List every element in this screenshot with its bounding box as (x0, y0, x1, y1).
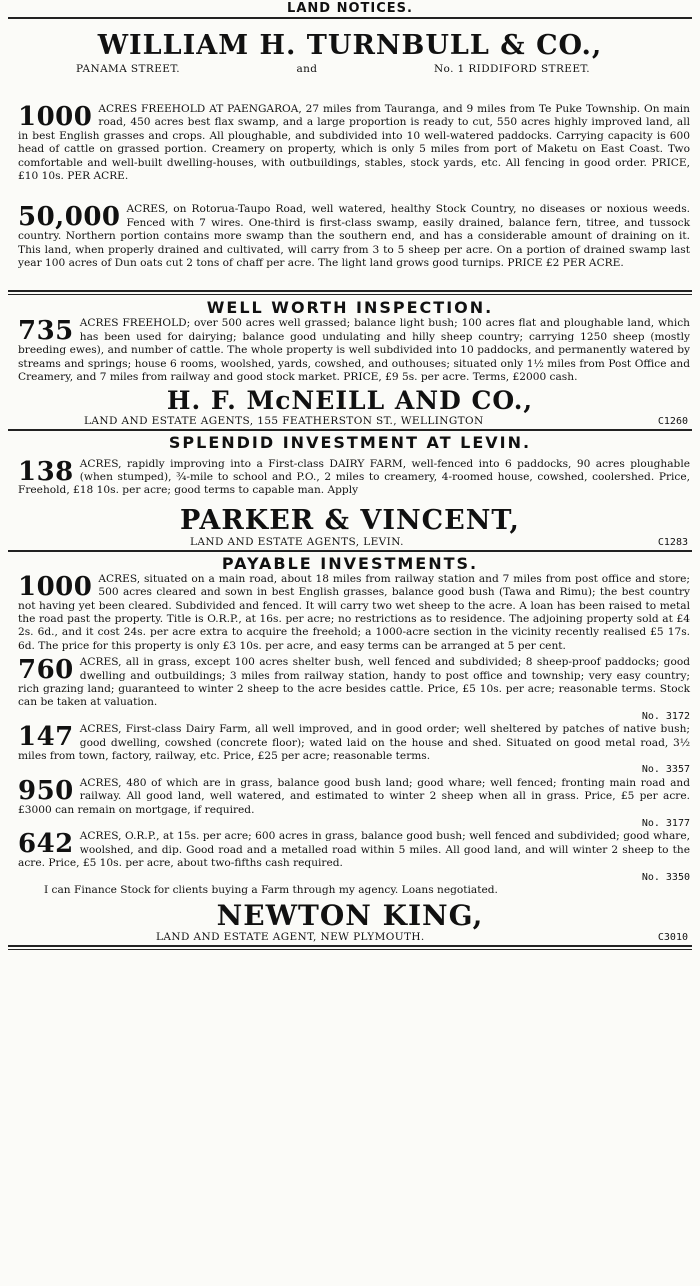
divider (8, 945, 692, 947)
king-address: LAND AND ESTATE AGENT, NEW PLYMOUTH. (156, 931, 425, 944)
listing-number: No. 3350 (641, 871, 690, 883)
turnbull-address-right: No. 1 RIDDIFORD STREET. (433, 63, 590, 75)
listing-text: ACRES, all in grass, except 100 acres shelter bush, well fenced and subdivided; 8 sheep-proof paddocks; good dwelling and outbuildings; 3 miles from railway station, handy to post office and township; very easy country; rich grazing land; guaranteed to winter 2 sheep to the acre besides cattle. Price, £5 10s. per acre; reasonable terms. Stock can be taken at valuation. (18, 656, 690, 709)
listing-acreage: 1000 (18, 102, 93, 132)
listing-number: No. 3177 (641, 818, 690, 830)
king-finance-note: I can Finance Stock for clients buying a Farm through my agency. Loans negotiated. (44, 884, 498, 897)
king-listing-2 (0, 656, 700, 723)
listing-text: ACRES, rapidly improving into a First-class DAIRY FARM, well-fenced into 6 paddocks, 90 acres ploughable (when stumped), ¾-mile to school and P.O., 2 miles to creamery, 4-roomed house, cowshed, coolershed. Price, Freehold, £18 10s. per acre; good terms to capable man. Apply (18, 457, 690, 497)
listing-text: ACRES, 480 of which are in grass, balance good bush land; good whare; well fenced; fronting main road and railway. All good land, well watered, and estimated to winter 2 sheep when all in grass. Price, £5 per acre. £3000 can remain on mortgage, if required. (18, 776, 690, 816)
parker-firm-name: PARKER & VINCENT, (180, 504, 520, 536)
divider (8, 949, 692, 950)
divider (8, 294, 692, 295)
listing-acreage: 735 (18, 316, 74, 347)
listing-number: No. 3172 (641, 710, 690, 722)
parker-heading: SPLENDID INVESTMENT AT LEVIN. (168, 432, 532, 452)
king-heading: PAYABLE INVESTMENTS. (221, 553, 479, 573)
listing-acreage: 138 (18, 456, 74, 487)
turnbull-address-mid: and (296, 63, 318, 75)
king-listing-1 (0, 573, 700, 653)
parker-listing (0, 458, 700, 498)
divider (8, 429, 692, 431)
mcneill-address: LAND AND ESTATE AGENTS, 155 FEATHERSTON ST., WELLINGTON (84, 414, 484, 427)
listing-text: ACRES, situated on a main road, about 18 miles from railway station and 7 miles from post office and store; 500 acres cleared and sown in best English grasses, balance good bush (Tawa and Rimu); the best country not having yet been cleared. Subdivided and fenced. It will carry two wet sheep to the acre. A loan has been raised to metal the road past the property. Title is O.R.P., at 16s. per acre; no restrictions as to residence. The adjoining property sold at £4 2s. 6d., and it cost 24s. per acre extra to acquire the freehold; a 1000-acre section in the vicinity recently realised £5 17s. 6d. The price for this property is only £3 10s. per acre, and easy terms can be arranged at 5 per cent. (18, 572, 690, 652)
parker-address-row (0, 536, 700, 548)
listing-acreage: 642 (18, 829, 74, 860)
parker-code: C1283 (657, 536, 688, 548)
listing-acreage: 760 (18, 655, 74, 686)
king-code: C3010 (657, 932, 688, 944)
turnbull-listing-2 (0, 203, 700, 270)
section-header: LAND NOTICES. (287, 1, 413, 16)
king-address-row (0, 931, 700, 943)
listing-number: No. 3357 (641, 764, 690, 776)
listing-acreage: 50,000 (18, 202, 121, 233)
listing-text: ACRES, First-class Dairy Farm, all well improved, and in good order; well sheltered by patches of native bush; good dwelling, cowshed (concrete floor); wated laid on the house and shed. Situated on good metal road, 3½ miles from town, factory, railway, etc. Price, £25 per acre; reasonable terms. (18, 723, 690, 762)
king-firm-name: NEWTON KING, (216, 899, 484, 933)
turnbull-address-left: PANAMA STREET. (76, 63, 180, 75)
king-listing-4 (0, 777, 700, 831)
mcneill-firm-name: H. F. McNEILL AND CO., (166, 385, 534, 415)
listing-text: ACRES, O.R.P., at 15s. per acre; 600 acres in grass, balance good bush; well fenced and subdivided; good whare, woolshed, and dip. Good road and a metalled road within 5 miles. All good land, and will winter 2 sheep to the acre. Price, £5 10s. per acre, about two-fifths cash required. (18, 830, 690, 870)
king-listing-5 (0, 830, 700, 884)
turnbull-listing-1 (0, 103, 700, 183)
king-listing-3 (0, 723, 700, 777)
mcneill-listing (0, 317, 700, 384)
turnbull-address (0, 61, 700, 75)
mcneill-code: C1260 (657, 415, 688, 427)
mcneill-address-row (0, 415, 700, 427)
parker-address: LAND AND ESTATE AGENTS, LEVIN. (190, 535, 404, 548)
mcneill-heading: WELL WORTH INSPECTION. (206, 298, 494, 318)
divider (8, 550, 692, 552)
divider (8, 17, 692, 19)
listing-text: ACRES FREEHOLD AT PAENGAROA, 27 miles from Tauranga, and 9 miles from Te Puke Township. On main road, 450 acres best flax swamp, and a large proportion is ready to cut, 550 acres highly improved land, all in best English grasses and crops. All ploughable, and subdivided into 10 well-watered paddocks. Carrying capacity is 600 head of cattle on grassed portion. Creamery on property, which is only 5 miles from port of Maketu on East Coast. Two comfortable and well-built dwelling-houses, with outbuildings, stables, stock yards, etc. All fencing in good order. PRICE, £10 10s. PER ACRE. (18, 103, 690, 183)
divider (8, 290, 692, 292)
listing-acreage: 1000 (18, 571, 93, 602)
listing-text: ACRES, on Rotorua-Taupo Road, well watered, healthy Stock Country, no diseases or noxious weeds. Fenced with 7 wires. One-third is first-class swamp, easily drained, balance fern, titree, and tussock country. Northern portion contains more swamp than the southern end, and has a considerable amount of draining on it. This land, when properly drained and cultivated, will carry from 3 to 5 sheep per acre. On a portion of drained swamp last year 100 acres of Dun oats cut 2 tons of chaff per acre. The light land grows good turnips. PRICE £2 PER ACRE. (18, 203, 690, 270)
listing-acreage: 950 (18, 775, 74, 806)
listing-text: ACRES FREEHOLD; over 500 acres well grassed; balance light bush; 100 acres flat and ploughable land, which has been used for dairying; balance good undulating and hilly sheep country; carrying 1250 sheep (mostly breeding ewes), and number of cattle. The whole property is well subdivided into 10 paddocks, and permanently watered by streams and springs; house 6 rooms, woolshed, yards, cowshed, and outhouses; situated only 1½ miles from Post Office and Creamery, and 7 miles from railway and good stock market. PRICE, £9 5s. per acre. Terms, £2000 cash. (18, 317, 690, 384)
turnbull-firm-name: WILLIAM H. TURNBULL & CO., (97, 30, 603, 61)
listing-acreage: 147 (18, 722, 74, 753)
